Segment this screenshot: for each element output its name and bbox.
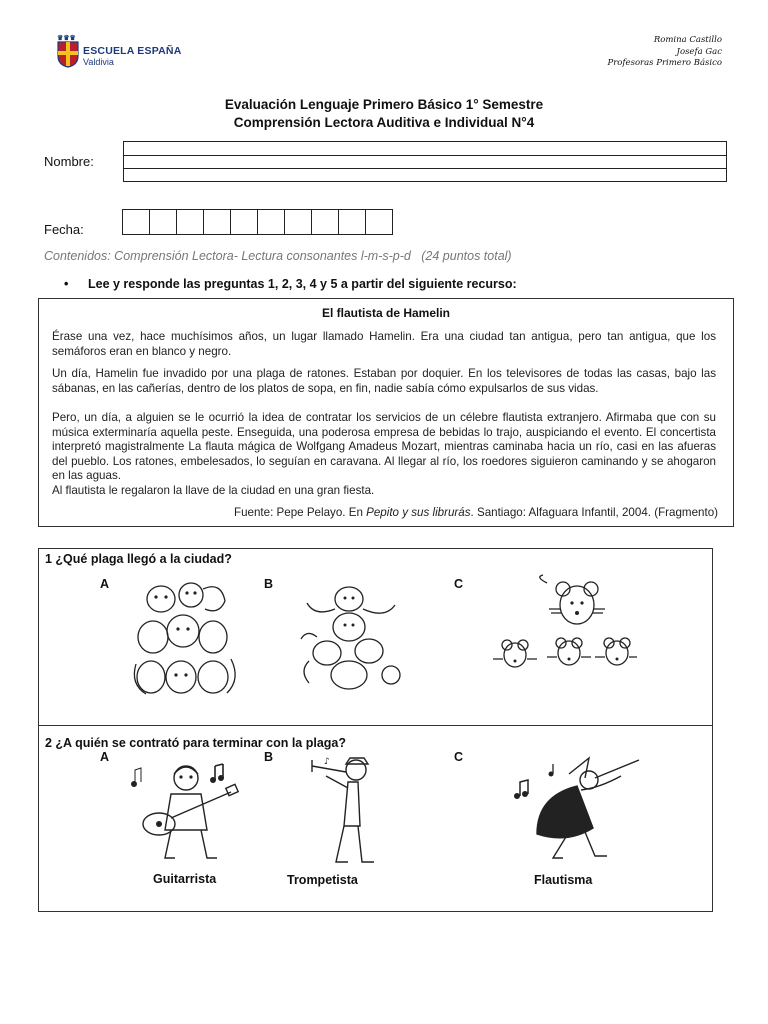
teachers-block — [608, 35, 723, 70]
monkeys-icon[interactable] — [291, 579, 411, 694]
date-label: Fecha: — [44, 222, 84, 237]
name-label: Nombre: — [44, 154, 94, 169]
date-cell[interactable] — [122, 209, 150, 235]
date-cell[interactable] — [230, 209, 258, 235]
name-field-line — [124, 155, 726, 156]
date-cell[interactable] — [149, 209, 177, 235]
reading-paragraph: Un día, Hamelin fue invadido por una plaga de ratones. Estaban por doquier. En los televisores de todas las casas, bajo las sábanas, en las cañerías, dentro de los platos de sopa, en fin, nadie sabía cómo expulsarlos de sus vidas. — [52, 367, 716, 395]
date-cell[interactable] — [311, 209, 339, 235]
flutist-icon[interactable] — [509, 756, 649, 866]
teachers-role: Profesoras Primero Básico — [607, 58, 722, 68]
date-cell[interactable] — [176, 209, 204, 235]
teacher-name: Josefa Gac — [676, 46, 722, 57]
reading-paragraph: Pero, un día, a alguien se le ocurrió la idea de contratar los servicios de un célebre flautista extranjero. Afirmaba que con su música exterminaría aquella peste. Enseguida, una poderosa empresa de bebidas lo trajo, auspiciando el evento. El concertista interpretó magistralmente La flauta mágica de Wolfgang Amadeus Mozart, mientras caminaba hacia un río, casi en las afueras del pueblo. Los ratones, embelesados, lo seguían en caravana. Al llegar al río, los roedores siguieron caminando y se ahogaron en las aguas. — [52, 411, 716, 482]
option-c-caption: Flautisma — [534, 873, 593, 887]
date-cell[interactable] — [257, 209, 285, 235]
teacher-name: Romina Castillo — [653, 35, 722, 45]
option-c-letter: C — [454, 577, 464, 591]
date-cell[interactable] — [365, 209, 393, 235]
name-field-line — [124, 168, 726, 169]
exam-title: Evaluación Lenguaje Primero Básico 1° Semestre — [224, 97, 544, 112]
school-city: Valdivia — [83, 57, 114, 67]
reading-box — [38, 298, 734, 527]
guitarist-icon[interactable] — [131, 762, 241, 866]
date-cell[interactable] — [284, 209, 312, 235]
reading-paragraph: Al flautista le regalaron la llave de la ciudad en una gran fiesta. — [52, 484, 375, 497]
reading-source — [234, 506, 718, 519]
exam-subtitle: Comprensión Lectora Auditiva e Individual N°4 — [233, 115, 535, 130]
option-a-caption: Guitarrista — [153, 872, 217, 886]
question-2-box — [38, 726, 713, 912]
date-cell[interactable] — [203, 209, 231, 235]
name-field[interactable] — [123, 141, 727, 182]
svg-text:♪: ♪ — [324, 757, 330, 767]
mice-icon[interactable] — [487, 575, 637, 675]
date-field[interactable] — [123, 209, 393, 235]
option-a-letter: A — [100, 750, 110, 764]
option-b-caption: Trompetista — [287, 873, 358, 887]
date-cell[interactable] — [338, 209, 366, 235]
reading-title: El flautista de Hamelin — [321, 306, 451, 320]
option-b-letter: B — [264, 750, 274, 764]
source-suffix: . Santiago: Alfaguara Infantil, 2004. (Fragmento) — [470, 506, 718, 519]
question-1-box — [38, 548, 713, 726]
reading-paragraph: Érase una vez, hace muchísimos años, un lugar llamado Hamelin. Era una ciudad tan antigua, pero tan antigua, que los semáforos eran en blanco y negro. — [52, 330, 716, 358]
contents-note: Contenidos: Comprensión Lectora- Lectura consonantes l-m-s-p-d (24 puntos total) — [44, 249, 512, 263]
source-book: Pepito y sus librurás — [366, 506, 471, 519]
option-a-letter: A — [100, 577, 110, 591]
squirrels-icon[interactable] — [131, 579, 241, 697]
question-1-text: 1 ¿Qué plaga llegó a la ciudad? — [45, 552, 232, 566]
crown-icon: ♛♛♛ — [57, 35, 76, 42]
school-shield-icon — [57, 40, 79, 68]
instruction-text: Lee y responde las preguntas 1, 2, 3, 4 y 5 a partir del siguiente recurso: — [88, 277, 517, 291]
bullet: • — [64, 277, 69, 291]
school-logo — [57, 35, 182, 72]
school-name: ESCUELA ESPAÑA — [83, 45, 182, 57]
source-prefix: Fuente: Pepe Pelayo. En — [233, 506, 367, 519]
option-c-letter: C — [454, 750, 464, 764]
option-b-letter: B — [264, 577, 274, 591]
trumpeter-icon[interactable] — [294, 756, 394, 866]
question-2-text: 2 ¿A quién se contrató para terminar con la plaga? — [45, 736, 346, 750]
